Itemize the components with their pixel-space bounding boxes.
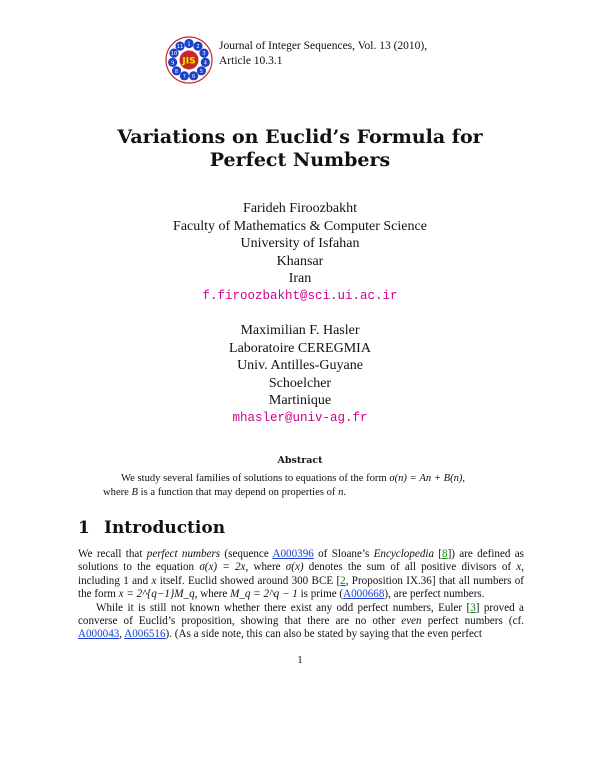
logo-ball-label: 6	[192, 73, 196, 80]
logo-text: JIS	[182, 56, 196, 67]
logo-ball-label: 3	[202, 51, 206, 58]
affiliation-line: Khansar	[276, 253, 324, 269]
math: M_q = 2^q − 1	[230, 588, 298, 601]
affiliation-line: University of Isfahan	[240, 236, 360, 251]
body-text	[78, 548, 524, 642]
oeis-link-a000396[interactable]: A000396	[272, 548, 314, 560]
section-heading	[78, 518, 225, 538]
abstract-heading: Abstract	[277, 455, 323, 466]
logo-ball-label: 2	[196, 44, 200, 51]
section-title: Introduction	[104, 518, 226, 538]
logo-ball-label: 5	[199, 68, 204, 75]
affiliation-line: Laboratoire CEREGMIA	[229, 340, 371, 356]
math: σ(x) = 2x	[199, 561, 246, 574]
citation-link[interactable]: 3	[470, 601, 476, 614]
author-block-1	[0, 200, 600, 305]
math: x	[151, 574, 157, 587]
journal-line-2: Article 10.3.1	[219, 55, 283, 67]
math: B	[131, 487, 139, 498]
logo-ball-label: 9	[171, 60, 175, 67]
paragraph-1: We recall that perfect numbers (sequence A000396 of Sloane’s Encyclopedia [8]) are defined as solutions to the equation σ(x) = 2x, where σ(x) denotes the sum of all positive divisors of x, including 1 and x itself. Euclid showed around 300 BCE [2, Proposition IX.36] that all numbers of the form x = 2^{q−1}M_q, where M_q = 2^q − 1 is prime (A000668), are perfect numbers.	[78, 548, 525, 601]
author-name: Maximilian F. Hasler	[240, 323, 360, 338]
math: x	[516, 561, 522, 574]
abstract-text: We study several families of solutions to equations of the form σ(n) = An + B(n), where B is a function that may depend on properties of n.	[103, 473, 466, 498]
author-name: Farideh Firoozbakht	[243, 201, 357, 216]
title-line-2: Perfect Numbers	[209, 149, 391, 171]
paragraph-2: While it is still not known whether there exist any odd perfect numbers, Euler [3] proved a converse of Euclid’s proposition, showing that there are no other even perfect numbers (cf. A000043, A006516). (As a side note, this can also be stated by saying that the even perfect	[78, 601, 525, 641]
affiliation-line: Martinique	[268, 393, 332, 408]
author-email-link[interactable]: mhasler@univ-ag.fr	[232, 410, 368, 425]
paper-title	[0, 126, 600, 172]
affiliation-line: Faculty of Mathematics & Computer Science	[173, 218, 427, 234]
citation-link[interactable]: 8	[442, 548, 448, 560]
affiliation-line: Iran	[288, 271, 312, 286]
math: σ(x)	[285, 561, 304, 574]
journal-header	[165, 36, 427, 84]
title-line-1: Variations on Euclid’s Formula for	[117, 126, 483, 148]
oeis-link-a000043[interactable]: A000043	[78, 628, 120, 641]
logo-ball-label: 10	[170, 51, 178, 58]
oeis-link-a000668[interactable]: A000668	[343, 588, 385, 601]
affiliation-line: Schoelcher	[268, 375, 332, 391]
oeis-link-a006516[interactable]: A006516	[124, 628, 166, 641]
journal-line-1: Journal of Integer Sequences, Vol. 13 (2010),	[219, 40, 428, 52]
author-email-link[interactable]: f.firoozbakht@sci.ui.ac.ir	[202, 288, 398, 303]
author-block-2	[0, 322, 600, 427]
logo-ball-label: 7	[182, 73, 186, 80]
logo-ball-label: 1	[187, 41, 191, 48]
math: x = 2^{q−1}M_q	[118, 588, 195, 601]
page-number: 1	[297, 654, 303, 666]
math: σ(n) = An + B(n)	[389, 473, 463, 484]
math: n	[338, 487, 344, 498]
logo-ball-label: 11	[176, 44, 184, 51]
logo-ball-label: 8	[174, 68, 179, 75]
jis-logo-icon	[165, 36, 213, 84]
section-number: 1	[78, 518, 90, 538]
affiliation-line: Univ. Antilles-Guyane	[237, 358, 363, 373]
logo-ball-label: 4	[203, 60, 207, 67]
citation-link[interactable]: 2	[340, 574, 346, 587]
